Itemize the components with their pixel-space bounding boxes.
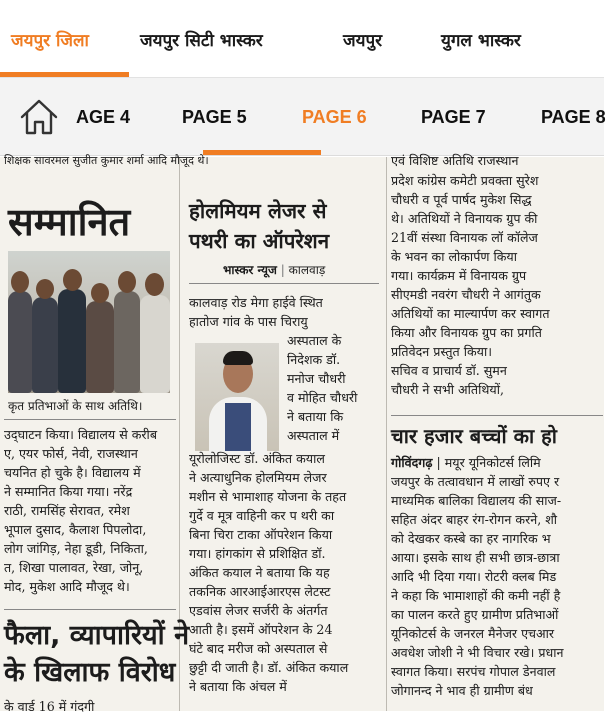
photo-caption: कृत प्रतिभाओं के साथ अतिथि। [8,399,143,413]
article-body: अस्पताल के निदेशक डॉ. मनोज चौधरी व मोहित चौधरी ने बताया कि अस्पताल में [287,333,358,443]
article-headline: सम्मानित [8,200,131,244]
article-headline: होलमियम लेजर से [189,199,327,223]
article-headline: चार हजार बच्चों का हो [391,424,557,448]
article-headline: पथरी का ऑपरेशन [189,229,330,253]
article-body: जयपुर के तत्वावधान में लाखों रुपए र माध्यमिक बालिका विद्यालय की साज- सहित अंदर बाहर रंग-रोगन करने, शौ को देखकर कस्बे का हर नागरिक भ आया। इसके साथ ही सभी छात्र-छात्रा आदि भी दिया गया। रोटरी क्लब मिड ने कहा कि भामाशाहों की कमी नहीं है का पालन करते हुए ग्रामीण प्रतिभाओं यूनिकोटर्स के जनरल मैनेजर एचआर अवधेश जोशी ने भी विचार रखे। प्रधान स्वागत किया। सरपंच गोपाल डेनवाल जोगानन्द ने भाव ही ग्रामीण बंध [391,474,564,698]
article-text-line: एवं विशिष्ट अतिथि राजस्थान [391,153,519,168]
tab-page-5[interactable]: PAGE 5 [182,106,247,127]
tab-page-8[interactable]: PAGE 8 [541,106,606,127]
article-column-left [0,154,209,714]
article-body: यूरोलोजिस्ट डॉ. अंकित कयाल ने अत्याधुनिक होलमियम लेजर मशीन से भामाशाह योजना के तहत गुर्दे व मूत्र वाहिनी कर प थरी का बिना चिरा टाका ऑपरेशन किया गया। हांगकांग से प्रशिक्षित डॉ. अंकित कयाल ने बताया कि यह तकनिक आरआईआरएस लेटस्ट एडवांस लेजर सर्जरी के अंतर्गत आती है। इसमें ऑपरेशन के 24 घंटे बाद मरीज को अस्पताल से छुट्टी दी जाती है। डॉ. अंकित कयाल ने बताया कि अंचल में [189,451,349,694]
edition-tab-jaipur-city-bhaskar[interactable]: जयपुर सिटी भास्कर [140,30,263,51]
page-tabs [78,78,604,156]
home-button[interactable] [14,92,64,142]
tab-page-6[interactable]: PAGE 6 [302,106,367,127]
article-text-line: के वार्ड 16 में गंदगी [4,699,95,714]
edition-tab-yugal-bhaskar[interactable]: युगल भास्कर [441,30,521,51]
column-rule [386,157,387,711]
article-headline: फैला, व्यापारियों ने [4,620,190,651]
article-byline: भास्कर न्यूज | कालवाड़ [223,263,326,277]
newspaper-page[interactable] [0,153,604,714]
tab-page-7[interactable]: PAGE 7 [421,106,486,127]
article-body: कालवाड़ रोड मेगा हाईवे स्थित हातोज गांव के पास चिरायु [189,295,323,329]
article-text-line: शिक्षक सावरमल सुजीत कुमार शर्मा आदि मौजूद थे। [4,154,209,167]
article-text-line: गोविंदगढ़ | मयूर यूनिकोटर्स लिमि [391,455,541,470]
doctor-photo [195,343,279,451]
group-photo [8,251,170,393]
page-tab-bar [0,78,604,156]
article-headline: के खिलाफ विरोध [4,657,176,688]
article-column-right [389,153,604,711]
article-column-middle [183,157,383,711]
home-icon [18,96,60,138]
edition-tab-jaipur-jila[interactable]: जयपुर जिला [11,30,89,51]
edition-tab-bar [0,0,604,78]
tab-page-4[interactable]: AGE 4 [76,106,131,127]
article-body: प्रदेश कांग्रेस कमेटी प्रवक्ता सुरेश चौधरी व पूर्व पार्षद मुकेश सिद्ध थे। अतिथियों ने विनायक ग्रुप की 21वीं संस्था विनायक लॉ कॉलेज के भवन का लोकार्पण किया गया। कार्यक्रम में विनायक ग्रुप सीएमडी नवरंग चौधरी ने आगंतुक अतिथियों का माल्यार्पण कर स्वागत किया और विनायक ग्रुप का प्रगति प्रतिवेदन प्रस्तुत किया। सचिव व प्राचार्य डॉ. सुमन चौधरी ने सभी अतिथियों, [391,173,550,397]
active-edition-indicator [0,72,129,77]
edition-tab-jaipur[interactable]: जयपुर [343,30,383,51]
article-body: उद्‌घाटन किया। विद्यालय से करीब ए, एयर फोर्स, नेवी, राजस्थान चयनित हो चुके है। विद्यालय में ने सम्मानित किया गया। नरेंद्र राठी, रामसिंह सेरावत, रमेश भूपाल दुसाद, कैलाश पिपलोदा, लोग जांगिड़, नेहा डूडी, निकिता, त, शिखा पालावत, रेखा, जोनू, मोद, मुकेश आदि मौजूद थे। [4,427,158,594]
active-page-indicator [203,150,321,155]
